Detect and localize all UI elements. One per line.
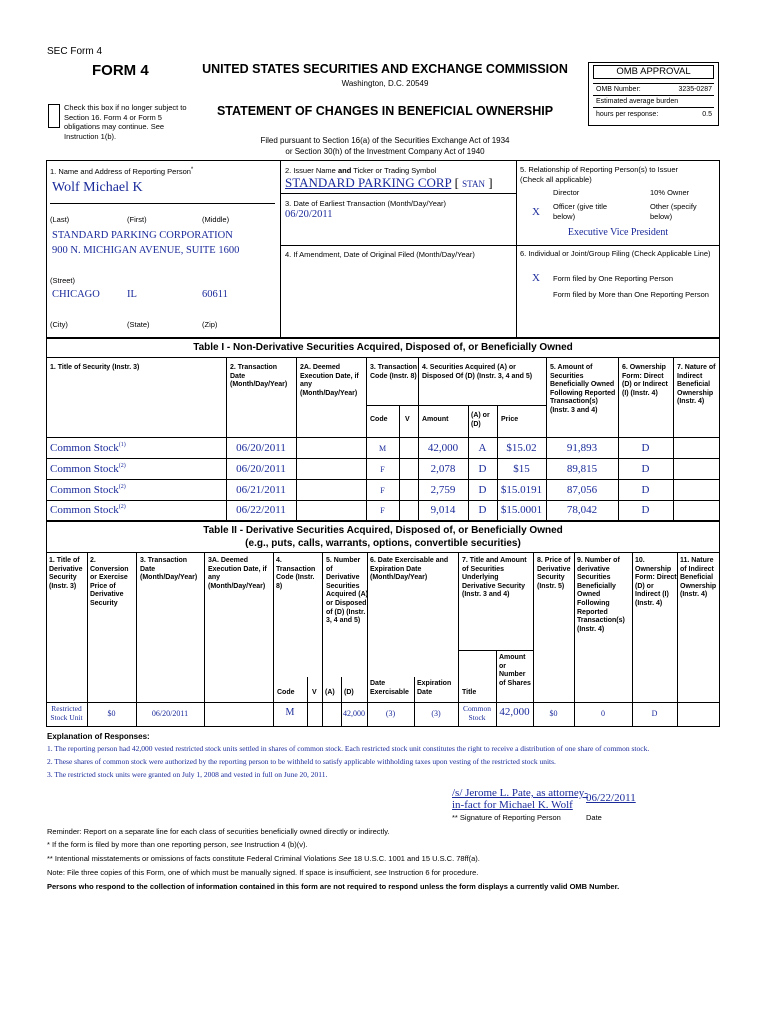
t2-h-date: 3. Transaction Date (Month/Day/Year) [140, 557, 198, 582]
omb-title: OMB APPROVAL [593, 65, 714, 79]
t1-row-amount: 2,759 [430, 484, 456, 496]
officer-mark[interactable]: X [532, 206, 540, 218]
t2-h-code: 4. Transaction Code (Instr. 8) [276, 557, 316, 590]
t2-sub-v: V [312, 689, 317, 696]
t1-sub-code: Code [370, 416, 388, 423]
omb-hours-label: hours per response: [596, 111, 659, 118]
t1-row-title: Common Stock$^{(2)}$ [50, 504, 126, 516]
t1-row-price: $15.0001 [500, 504, 543, 516]
explanation-note-1: 1. The reporting person had 42,000 vested restricted stock units settled in shares of common stock. Each restricted stock unit constitutes the right to receive a distribution of one share of common stock. [47, 744, 650, 753]
t2-row-d: 42,000 [343, 709, 365, 718]
box1-label: 1. Name and Address of Reporting Person* [50, 167, 194, 176]
state-label: (State) [127, 320, 150, 329]
form-title: FORM 4 [92, 62, 149, 79]
t1-h-deemed: 2A. Deemed Execution Date, if any (Month/Day/Year) [300, 364, 359, 397]
t1-h-date: 2. Transaction Date (Month/Day/Year) [230, 364, 288, 389]
officer-label: Officer (give title below) [553, 202, 608, 221]
t2-row-owned: 0 [601, 709, 605, 718]
t2-h-owned: 9. Number of derivative Securities Beneficially Owned Following Reported Transaction(s) (Instr. 4) [577, 557, 625, 633]
t1-row-ad: D [478, 504, 487, 516]
t1-sub-ad: (A) or (D) [471, 412, 490, 428]
box3-label: 3. Date of Earliest Transaction (Month/Day/Year) [285, 199, 447, 208]
issuer-name: STANDARD PARKING CORP [285, 175, 452, 190]
filed-line-2: or Section 30(h) of the Investment Company Act of 1940 [285, 147, 485, 156]
t1-row-code: F [380, 506, 385, 515]
t2-sub-expiration: Expiration Date [417, 680, 452, 696]
box2-label: 2. Issuer Name and Ticker or Trading Symbol [285, 166, 437, 175]
omb-number-value: 3235-0287 [678, 86, 712, 93]
other-label: Other (specify below) [650, 202, 697, 221]
t2-h-underlying: 7. Title and Amount of Securities Underlying Derivative Security (Instr. 3 and 4) [462, 557, 527, 599]
signature-value: /s/ Jerome L. Pate, as attorney- in-fact for Michael K. Wolf [452, 787, 588, 811]
t1-row-code: F [380, 465, 385, 474]
t1-row-date: 06/22/2011 [236, 504, 286, 516]
t2-row-form: D [651, 709, 658, 718]
omb-burden-label: Estimated average burden [596, 98, 679, 105]
footer-omb-notice: Persons who respond to the collection of information contained in this form are not required to respond unless the form displays a currently valid OMB Number. [47, 882, 620, 891]
t2-row-deriv-price: $0 [549, 709, 558, 718]
t1-h-title: 1. Title of Security (Instr. 3) [50, 364, 140, 371]
checkbox-text: Check this box if no longer subject to Section 16. Form 4 or Form 5 obligations may continue. See Instruction 1(b). [64, 103, 187, 141]
t1-sub-amount: Amount [422, 416, 449, 423]
box6-label: 6. Individual or Joint/Group Filing (Check Applicable Line) [520, 249, 711, 258]
one-person-mark[interactable]: X [532, 272, 540, 284]
t2-h-nature: 11. Nature of Indirect Beneficial Ownership (Instr. 4) [680, 557, 717, 599]
ticker-symbol: STAN [462, 179, 485, 189]
t1-row-title: Common Stock$^{(2)}$ [50, 463, 126, 475]
t1-sub-price: Price [501, 416, 519, 423]
t1-row-code: M [378, 444, 387, 453]
earliest-transaction-date: 06/20/2011 [285, 209, 333, 220]
t2-h-title: 1. Title of Derivative Security (Instr. 3) [49, 557, 83, 590]
t1-row-ad: A [478, 442, 487, 454]
officer-title: Executive Vice President [567, 227, 669, 238]
city-label: (City) [50, 320, 68, 329]
middle-label: (Middle) [202, 215, 230, 224]
no-longer-subject-checkbox[interactable] [48, 104, 60, 128]
t1-row-title: Common Stock$^{(1)}$ [50, 442, 126, 454]
street-label: (Street) [50, 276, 76, 285]
t1-row-date: 06/21/2011 [236, 484, 286, 496]
t1-row-ad: D [478, 484, 487, 496]
t2-sub-d: (D) [344, 689, 354, 696]
state-value: IL [127, 289, 137, 300]
explanation-note-3: 3. The restricted stock units were granted on July 1, 2008 and vested in full on June 20, 2011. [47, 770, 328, 779]
t2-h-deemed: 3A. Deemed Execution Date, if any (Month/Day/Year) [208, 557, 267, 590]
filed-line-1: Filed pursuant to Section 16(a) of the Securities Exchange Act of 1934 [260, 136, 510, 145]
t1-sub-v: V [405, 416, 410, 423]
t2-row-code: M [285, 707, 295, 718]
t2-row-date: 06/20/2011 [151, 709, 189, 718]
t1-row-code: F [380, 486, 385, 495]
company-line: STANDARD PARKING CORPORATION [52, 230, 233, 241]
t2-h-number: 5. Number of Derivative Securities Acquired (A) or Disposed of (D) (Instr. 3, 4 and 5) [326, 557, 368, 625]
explanation-note-2: 2. These shares of common stock were authorized by the reporting person to be withheld to satisfy applicable withholding taxes upon vesting of the restricted stock units. [47, 757, 556, 766]
t1-h-securities: 4. Securities Acquired (A) or Disposed Of (D) (Instr. 3, 4 and 5) [422, 364, 533, 380]
t2-row-price: $0 [107, 709, 116, 718]
sec-form-label: SEC Form 4 [47, 46, 103, 57]
t1-row-owned: 91,893 [566, 442, 598, 454]
t1-row-form: D [641, 504, 650, 516]
footer-line-3: Note: File three copies of this Form, one of which must be manually signed. If space is insufficient, see Instruction 6 for procedure. [47, 868, 479, 877]
t1-h-owned: 5. Amount of Securities Beneficially Owned Following Reported Transaction(s) (Instr. 3 and 4) [550, 364, 616, 414]
reporting-person-name: Wolf Michael K [52, 180, 143, 195]
t1-row-date: 06/20/2011 [236, 463, 286, 475]
ten-pct-owner-label: 10% Owner [650, 188, 690, 197]
t2-h-conversion: 2. Conversion or Exercise Price of Derivative Security [90, 557, 129, 607]
omb-number-label: OMB Number: [596, 86, 641, 93]
t2-h-ownership: 10. Ownership Form: Direct (D) or Indirect (I) (Instr. 4) [635, 557, 677, 607]
t2-row-title: Restricted Stock Unit [50, 704, 83, 722]
t1-row-owned: 78,042 [566, 504, 598, 516]
one-person-label: Form filed by One Reporting Person [553, 274, 674, 283]
t1-row-title: Common Stock$^{(2)}$ [50, 484, 126, 496]
signature-label: ** Signature of Reporting Person [452, 813, 561, 822]
t2-row-expiration: (3) [431, 709, 441, 718]
t2-h-exercisable: 6. Date Exercisable and Expiration Date (Month/Day/Year) [370, 557, 449, 582]
agency-location: Washington, D.C. 20549 [341, 79, 429, 88]
box5-label: 5. Relationship of Reporting Person(s) to Issuer (Check all applicable) [520, 165, 678, 184]
t1-row-ad: D [478, 463, 487, 475]
table-2-title-1: Table II - Derivative Securities Acquired, Disposed of, or Beneficially Owned [203, 525, 563, 536]
last-label: (Last) [50, 215, 70, 224]
t2-row-shares: 42,000 [499, 706, 530, 718]
t1-h-ownership: 6. Ownership Form: Direct (D) or Indirect (I) (Instr. 4) [622, 364, 668, 397]
t2-row-exercisable: (3) [385, 709, 396, 718]
t2-sub-code: Code [277, 689, 295, 696]
footer-reminder: Reminder: Report on a separate line for each class of securities beneficially owned directly or indirectly. [47, 827, 390, 836]
t2-sub-amount: Amount or Number of Shares [499, 654, 531, 687]
agency-title: UNITED STATES SECURITIES AND EXCHANGE COMMISSION [202, 62, 568, 76]
explanation-title: Explanation of Responses: [47, 732, 150, 741]
t2-sub-exercisable: Date Exercisable [370, 680, 409, 696]
t1-row-price: $15.02 [506, 442, 537, 454]
t1-row-amount: 2,078 [430, 463, 456, 475]
box4-label: 4. If Amendment, Date of Original Filed (Month/Day/Year) [285, 250, 475, 259]
zip-value: 60611 [202, 289, 228, 300]
t1-row-amount: 42,000 [427, 442, 459, 454]
t1-row-price: $15.0191 [500, 484, 543, 496]
street-address: 900 N. MICHIGAN AVENUE, SUITE 1600 [52, 245, 240, 256]
footer-line-2: ** Intentional misstatements or omissions of facts constitute Federal Criminal Violations See 18 U.S.C. 1001 and 15 U.S.C. 78ff(a). [47, 854, 480, 863]
city-value: CHICAGO [52, 289, 100, 300]
statement-title: STATEMENT OF CHANGES IN BENEFICIAL OWNERSHIP [216, 104, 554, 118]
t1-row-owned: 89,815 [566, 463, 598, 475]
footer-line-1: * If the form is filed by more than one reporting person, see Instruction 4 (b)(v). [47, 840, 308, 849]
director-label: Director [553, 188, 580, 197]
t1-row-form: D [641, 484, 650, 496]
t1-h-code: 3. Transaction Code (Instr. 8) [370, 364, 418, 380]
t2-row-underlying: Common Stock [463, 704, 491, 722]
t1-row-date: 06/20/2011 [236, 442, 286, 454]
t2-sub-a: (A) [325, 689, 335, 696]
table-1-title: Table I - Non-Derivative Securities Acquired, Disposed of, or Beneficially Owned [193, 342, 573, 353]
t1-h-nature: 7. Nature of Indirect Beneficial Ownership (Instr. 4) [677, 364, 716, 406]
signature-date-label: Date [586, 813, 602, 822]
more-persons-label: Form filed by More than One Reporting Person [553, 290, 709, 299]
zip-label: (Zip) [202, 320, 218, 329]
table-2-title-2: (e.g., puts, calls, warrants, options, convertible securities) [245, 538, 521, 549]
t1-row-owned: 87,056 [566, 484, 598, 496]
t1-row-form: D [641, 463, 650, 475]
t1-row-amount: 9,014 [430, 504, 456, 516]
signature-date-value: 06/22/2011 [586, 792, 636, 804]
t2-sub-title: Title [462, 689, 477, 696]
t2-h-price: 8. Price of Derivative Security (Instr. 5) [537, 557, 571, 590]
first-label: (First) [127, 215, 147, 224]
t1-row-price: $15 [513, 463, 530, 475]
t1-row-form: D [641, 442, 650, 454]
issuer-line: STANDARD PARKING CORP [ STAN ] [285, 175, 493, 190]
omb-hours-value: 0.5 [702, 111, 712, 118]
